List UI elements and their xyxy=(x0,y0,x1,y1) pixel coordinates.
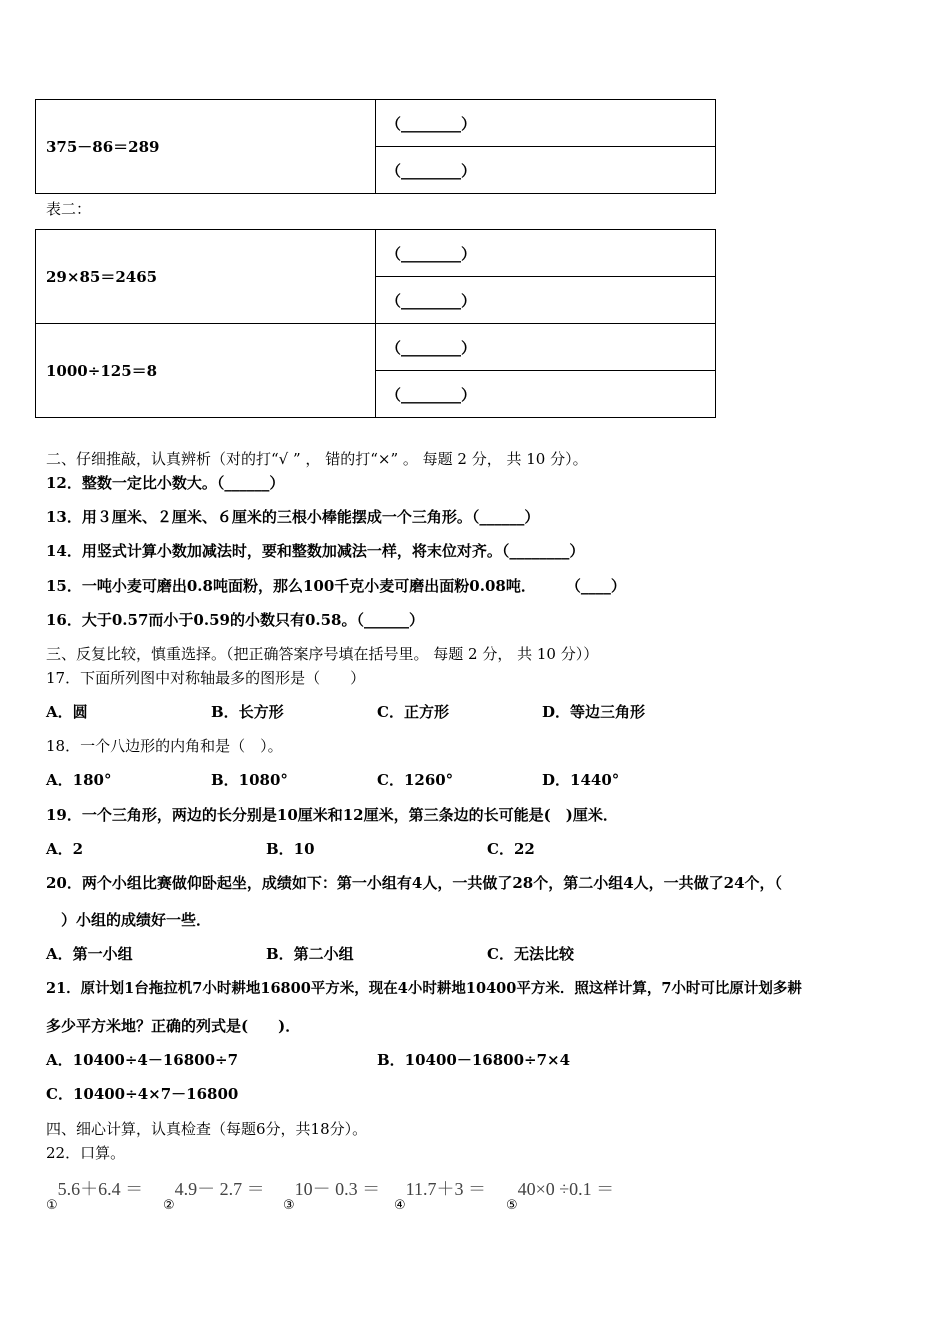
option-a[interactable]: A．2 xyxy=(46,840,84,858)
option-a[interactable]: A．第一小组 xyxy=(46,945,133,963)
answer-blank[interactable]: （________） xyxy=(376,324,716,371)
answer-blank[interactable]: （________） xyxy=(376,230,716,277)
option-b[interactable]: B．1080° xyxy=(211,771,288,789)
calc-item-3: $_③$10－ 0.3 ＝ xyxy=(283,1179,381,1213)
question-21-line-1: 21．原计划1台拖拉机7小时耕地16800平方米，现在4小时耕地10400平方米．照这样计算，7小时可比原计划多耕 xyxy=(46,980,802,997)
question-21-line-2: 多少平方米地？正确的列式是( )． xyxy=(46,1017,301,1035)
option-b[interactable]: B．10 xyxy=(266,840,315,858)
question-20-line-1: 20．两个小组比赛做仰卧起坐，成绩如下：第一小组有4人，一共做了28个，第二小组4人，一共做了24个，（ xyxy=(46,874,783,892)
option-c[interactable]: C．无法比较 xyxy=(487,945,574,963)
section-4-heading: 四、细心计算，认真检查（每题6分，共18分）。 xyxy=(46,1120,368,1138)
question-18: 18．一个八边形的内角和是（ ）。 xyxy=(46,737,283,755)
question-22: 22．口算。 xyxy=(46,1144,126,1162)
option-c[interactable]: C．1260° xyxy=(377,771,454,789)
calc-item-5: $_⑤$40×0 ÷0.1 ＝ xyxy=(506,1179,615,1213)
question-15: 15．一吨小麦可磨出0.8吨面粉，那么100千克小麦可磨出面粉0.08吨． （____） xyxy=(46,577,626,595)
question-20-line-2: ）小组的成绩好一些． xyxy=(46,911,212,929)
question-17: 17．下面所列图中对称轴最多的图形是（ ） xyxy=(46,669,366,687)
option-b[interactable]: B．第二小组 xyxy=(266,945,354,963)
equation-cell: 1000÷125＝8 xyxy=(36,324,376,418)
table-2 xyxy=(35,229,716,418)
question-13: 13．用３厘米、２厘米、６厘米的三根小棒能摆成一个三角形。（______） xyxy=(46,508,540,526)
option-d[interactable]: D．等边三角形 xyxy=(542,703,646,721)
option-b[interactable]: B．长方形 xyxy=(211,703,284,721)
question-16: 16．大于0.57而小于0.59的小数只有0.58。（______） xyxy=(46,611,424,629)
section-3-heading: 三、反复比较，慎重选择。（把正确答案序号填在括号里。 每题 2 分， 共 10 分）） xyxy=(46,645,599,663)
option-c[interactable]: C．22 xyxy=(487,840,535,858)
section-2-heading: 二、仔细推敲，认真辨析（对的打“√ ” ， 错的打“×” 。 每题 2 分， 共 10 分）。 xyxy=(46,450,588,468)
answer-blank[interactable]: （________） xyxy=(376,100,716,147)
table-1 xyxy=(35,99,716,194)
option-d[interactable]: D．1440° xyxy=(542,771,620,789)
question-14: 14．用竖式计算小数加减法时，要和整数加减法一样，将末位对齐。（________） xyxy=(46,542,585,560)
answer-blank[interactable]: （________） xyxy=(376,277,716,324)
option-c[interactable]: C．10400÷4×7－16800 xyxy=(46,1085,239,1103)
calc-item-4: $_④$11.7＋3 ＝ xyxy=(394,1179,486,1213)
option-b[interactable]: B．10400－16800÷7×4 xyxy=(377,1051,571,1069)
answer-blank[interactable]: （________） xyxy=(376,147,716,194)
question-19: 19．一个三角形，两边的长分别是10厘米和12厘米，第三条边的长可能是( )厘米． xyxy=(46,806,618,824)
answer-blank[interactable]: （________） xyxy=(376,371,716,418)
option-c[interactable]: C．正方形 xyxy=(377,703,449,721)
calc-item-1: $_①$5.6＋6.4 ＝ xyxy=(46,1179,144,1213)
calc-item-2: $_②$4.9－ 2.7 ＝ xyxy=(163,1179,265,1213)
equation-cell: 375－86＝289 xyxy=(36,100,376,194)
equation-cell: 29×85＝2465 xyxy=(36,230,376,324)
question-12: 12．整数一定比小数大。（______） xyxy=(46,474,285,492)
option-a[interactable]: A．10400÷4－16800÷7 xyxy=(46,1051,239,1069)
option-a[interactable]: A．180° xyxy=(46,771,112,789)
table-2-label: 表二： xyxy=(46,200,92,218)
option-a[interactable]: A．圆 xyxy=(46,703,88,721)
